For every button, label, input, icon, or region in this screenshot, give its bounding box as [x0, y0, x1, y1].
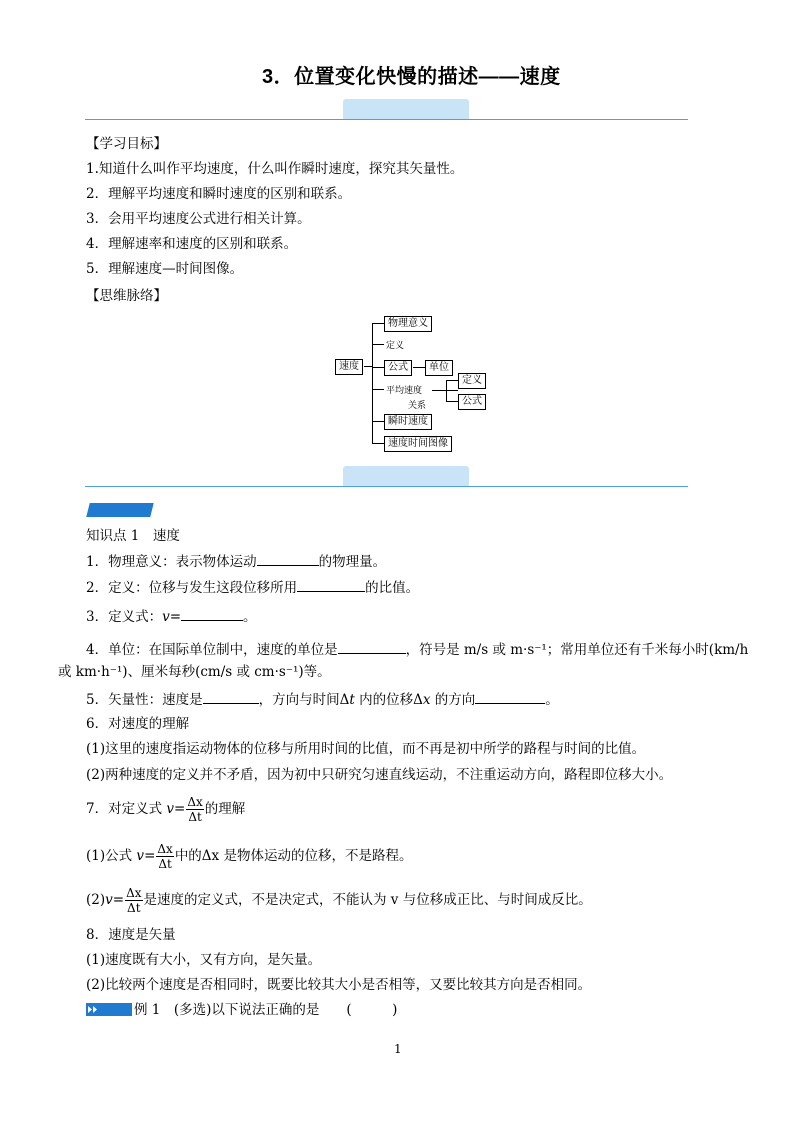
mindmap-node-meaning: 物理意义	[384, 316, 432, 332]
mindmap-root: 速度	[335, 359, 363, 375]
goal-item-4: 4．理解速率和速度的区别和联系。	[86, 236, 298, 252]
goal-item-5: 5．理解速度—时间图像。	[86, 261, 244, 277]
knowledge-line-1: 1．物理意义：表示物体运动 的物理量。	[86, 551, 386, 572]
mindmap-node-relation: 关系	[408, 401, 427, 411]
fill-blank[interactable]	[181, 606, 243, 621]
fill-blank[interactable]	[257, 551, 319, 566]
knowledge-line-8: 8．速度是矢量	[86, 927, 176, 943]
fraction-dx-dt: $\frac{\Delta x}{\Delta t}$	[126, 886, 142, 915]
mindmap-node-unit: 单位	[425, 360, 453, 376]
double-arrow-icon	[86, 1003, 100, 1016]
knowledge-line-6: 6．对速度的理解	[86, 716, 190, 732]
knowledge-line-7a: (1)公式 v= $\frac{\Delta x}{\Delta t}$ 中的Δx 是物体运动的位移，不是路程。	[86, 842, 413, 871]
knowledge-line-8b: (2)比较两个速度是否相同时，既要比较其大小是否相等，又要比较其方向是否相同。	[86, 977, 592, 993]
section-tab-top	[343, 99, 469, 119]
section-divider-top	[85, 119, 688, 120]
knowledge-heading: 知识点 1 速度	[86, 528, 180, 544]
knowledge-line-3: 3．定义式：v= 。	[86, 606, 257, 627]
knowledge-line-6a: (1)这里的速度指运动物体的位移与所用时间的比值，而不再是初中所学的路程与时间的比值。	[86, 741, 646, 757]
goals-heading: 【学习目标】	[86, 136, 167, 152]
goal-item-3: 3．会用平均速度公式进行相关计算。	[86, 211, 311, 227]
fill-blank[interactable]	[338, 639, 406, 654]
fraction-dx-dt: $\frac{\Delta x}{\Delta t}$	[187, 795, 203, 824]
mindmap-node-avg-def: 定义	[458, 373, 486, 389]
fill-blank[interactable]	[297, 577, 365, 592]
fill-blank[interactable]	[475, 689, 545, 704]
goal-item-1: 1.知道什么叫作平均速度，什么叫作瞬时速度，探究其矢量性。	[86, 161, 464, 177]
knowledge-line-5: 5．矢量性：速度是 ，方向与时间Δt 内的位移Δx 的方向 。	[86, 689, 559, 710]
page-title: 3．位置变化快慢的描述——速度	[262, 66, 561, 88]
mindmap-heading: 【思维脉络】	[86, 288, 167, 304]
mindmap-node-formula: 公式	[384, 360, 412, 376]
fraction-dx-dt: $\frac{\Delta x}{\Delta t}$	[157, 842, 173, 871]
mindmap-node-vt-graph: 速度时间图像	[384, 436, 452, 452]
knowledge-line-6b: (2)两种速度的定义并不矛盾，因为初中只研究匀速直线运动，不注重运动方向，路程即位移大小。	[86, 767, 673, 783]
mindmap-node-instant-speed: 瞬时速度	[384, 414, 432, 430]
mindmap-node-avg-speed: 平均速度	[386, 386, 423, 396]
knowledge-line-7b: (2)v= $\frac{\Delta x}{\Delta t}$ 是速度的定义式，不是决定式，不能认为 v 与位移成正比、与时间成反比。	[86, 886, 592, 915]
page-number: 1	[394, 1042, 402, 1056]
mindmap-node-avg-formula: 公式	[458, 394, 486, 410]
knowledge-line-4-cont: 或 km·h⁻¹)、厘米每秒(cm/s 或 cm·s⁻¹)等。	[58, 664, 331, 680]
knowledge-line-7: 7．对定义式 v= $\frac{\Delta x}{\Delta t}$ 的理解	[86, 795, 246, 824]
fill-blank[interactable]	[203, 689, 259, 704]
section-label-bar	[86, 503, 153, 517]
example-1: 例 1 (多选)以下说法正确的是 ( )	[134, 1002, 398, 1018]
section-divider-middle	[85, 486, 688, 487]
mindmap-node-definition: 定义	[386, 341, 405, 351]
goal-item-2: 2．理解平均速度和瞬时速度的区别和联系。	[86, 186, 352, 202]
knowledge-line-2: 2．定义：位移与发生这段位移所用 的比值。	[86, 577, 419, 598]
example-badge-icon	[86, 1003, 132, 1016]
section-tab-middle	[343, 466, 469, 486]
knowledge-line-8a: (1)速度既有大小，又有方向，是矢量。	[86, 952, 322, 968]
knowledge-line-4: 4．单位：在国际单位制中，速度的单位是 ，符号是 m/s 或 m·s⁻¹；常用单位还有千米每小时(km/h	[86, 639, 748, 660]
